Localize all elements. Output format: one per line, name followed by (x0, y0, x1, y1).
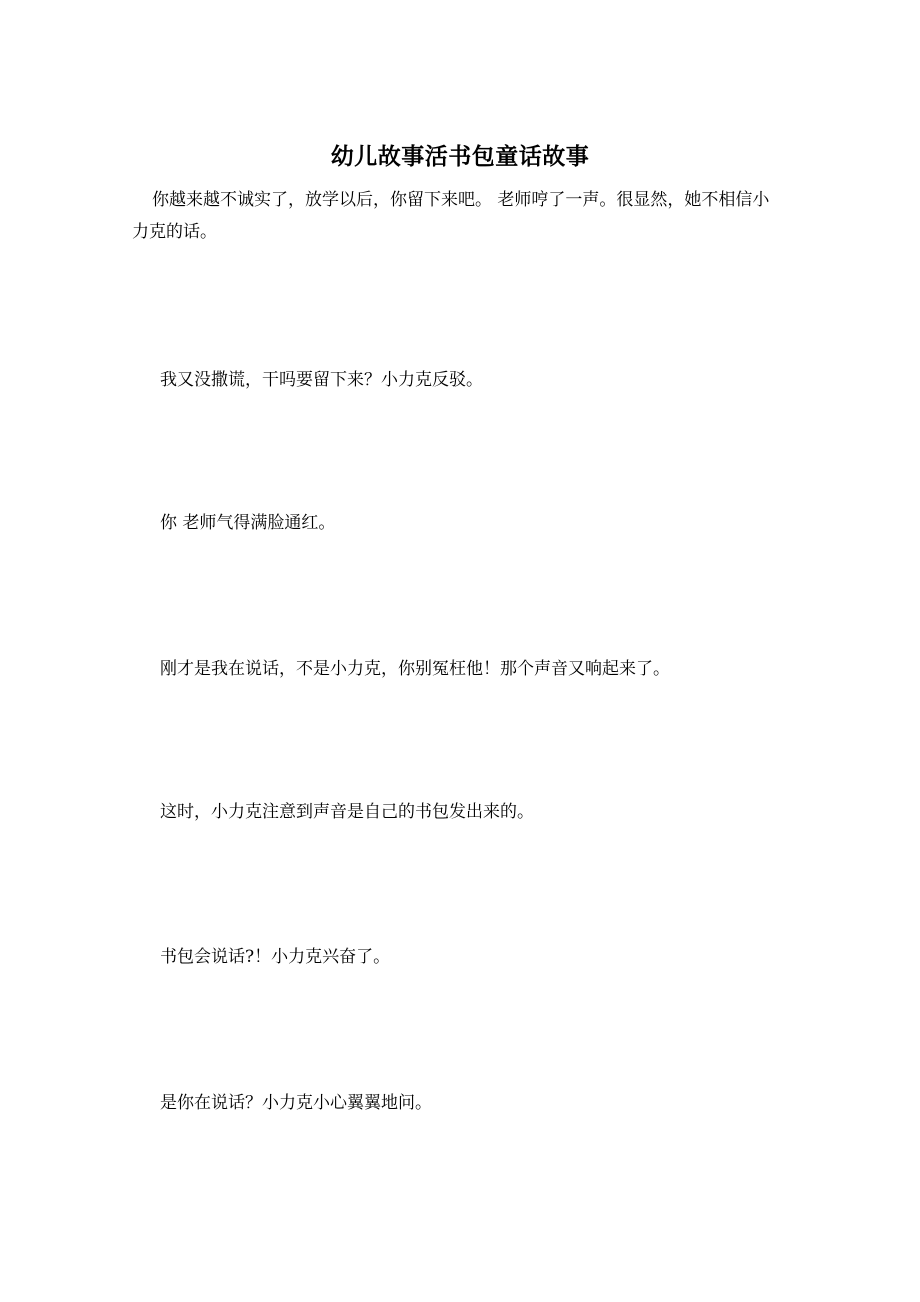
story-paragraph: 我又没撒谎，干吗要留下来？小力克反驳。 (160, 370, 483, 390)
story-paragraph: 你 老师气得满脸通红。 (160, 513, 336, 533)
story-paragraph: 刚才是我在说话，不是小力克，你别冤枉他！那个声音又响起来了。 (160, 659, 670, 679)
intro-paragraph: 你越来越不诚实了，放学以后，你留下来吧。 老师哼了一声。很显然，她不相信小力克的话。 (132, 190, 770, 242)
page-title: 幼儿故事活书包童话故事 (330, 143, 590, 170)
story-paragraph: 这时，小力克注意到声音是自己的书包发出来的。 (160, 802, 534, 822)
story-paragraph: 是你在说话？小力克小心翼翼地问。 (160, 1093, 432, 1113)
story-paragraph: 书包会说话?！小力克兴奋了。 (160, 947, 391, 967)
